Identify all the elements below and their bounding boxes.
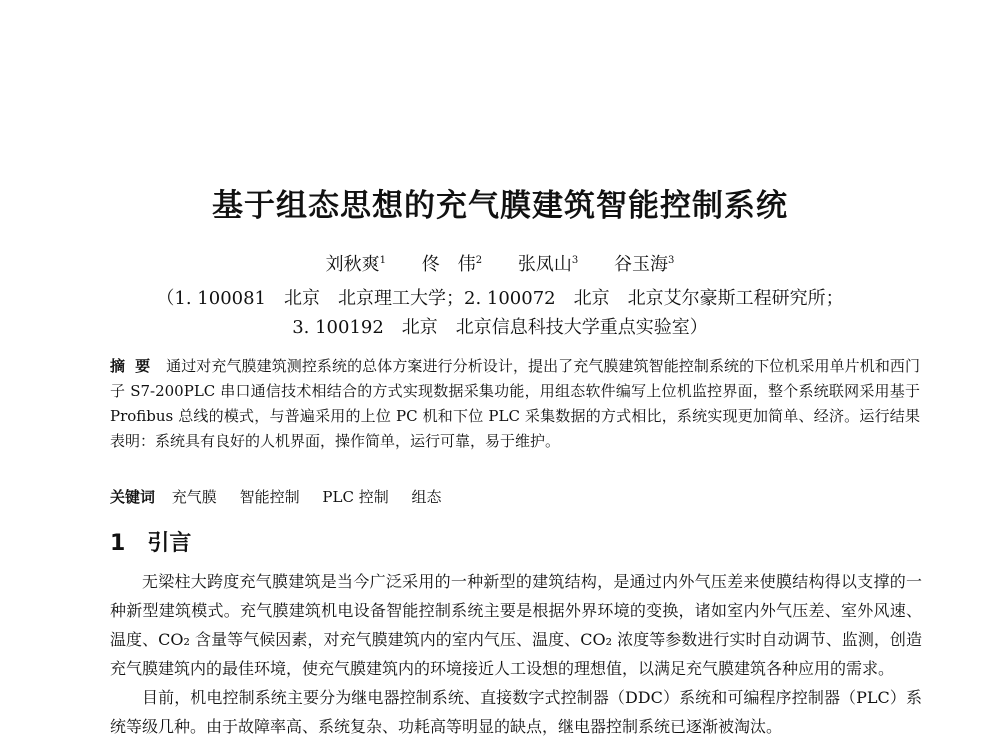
author-affiliation-mark: 3 [667, 255, 675, 266]
author-list [0, 250, 1000, 276]
author-name: 刘秋爽 [325, 254, 380, 275]
abstract-text: 通过对充气膜建筑测控系统的总体方案进行分析设计，提出了充气膜建筑智能控制系统的下位机采用单片机和西门子 S7-200PLC 串口通信技术相结合的方式实现数据采集功能，用组态软件编写上位机监控界面，整个系统联网采用基于 Profibus 总线的模式，与普遍采用的上位 PC 机和下位 PLC 采集数据的方式相比，系统实现更加简单、经济。运行结果表明：系统具有良好的人机界面，操作简单，运行可靠，易于维护。 [110, 357, 920, 450]
author-4 [614, 254, 674, 275]
keyword: 智能控制 [239, 488, 300, 506]
author-2 [422, 254, 482, 275]
author-name: 佟 伟 [421, 254, 476, 275]
abstract-label: 摘要 [110, 357, 161, 375]
section-number: 1 [110, 531, 126, 556]
author-affiliation-mark: 1 [379, 255, 387, 266]
paragraph: 无梁柱大跨度充气膜建筑是当今广泛采用的一种新型的建筑结构，是通过内外气压差来使膜结构得以支撑的一种新型建筑模式。充气膜建筑机电设备智能控制系统主要是根据外界环境的变换，诸如室内外气压差、室外风速、温度、CO₂ 含量等气候因素，对充气膜建筑内的室内气压、温度、CO₂ 浓度等参数进行实时自动调节、监测，创造充气膜建筑内的最佳环境，使充气膜建筑内的环境接近人工设想的理想值，以满足充气膜建筑各种应用的需求。 [110, 572, 922, 678]
keywords [110, 486, 460, 507]
keyword: PLC 控制 [322, 488, 389, 506]
keywords-label: 关键词 [110, 488, 156, 506]
paragraph: 目前，机电控制系统主要分为继电器控制系统、直接数字式控制器（DDC）系统和可编程序控制器（PLC）系统等级几种。由于故障率高、系统复杂、功耗高等明显的缺点，继电器控制系统已逐渐被淘汰。 [110, 688, 922, 736]
author-affiliation-mark: 2 [475, 255, 483, 266]
body-text [110, 567, 922, 741]
abstract [110, 354, 920, 454]
author-affiliation-mark: 3 [571, 255, 579, 266]
affiliation-line-1: （1. 100081 北京 北京理工大学；2. 100072 北京 北京艾尔豪斯工程研究所； [156, 288, 844, 309]
author-name: 张凤山 [517, 254, 572, 275]
keyword: 充气膜 [171, 488, 217, 506]
paper-title: 基于组态思想的充气膜建筑智能控制系统 [212, 188, 788, 224]
section-heading [110, 526, 191, 557]
author-name: 谷玉海 [613, 254, 668, 275]
section-title: 引言 [147, 531, 192, 556]
keyword: 组态 [411, 488, 442, 506]
affiliation-line-2: 3. 100192 北京 北京信息科技大学重点实验室） [292, 317, 708, 338]
author-1 [326, 254, 386, 275]
author-3 [518, 254, 578, 275]
